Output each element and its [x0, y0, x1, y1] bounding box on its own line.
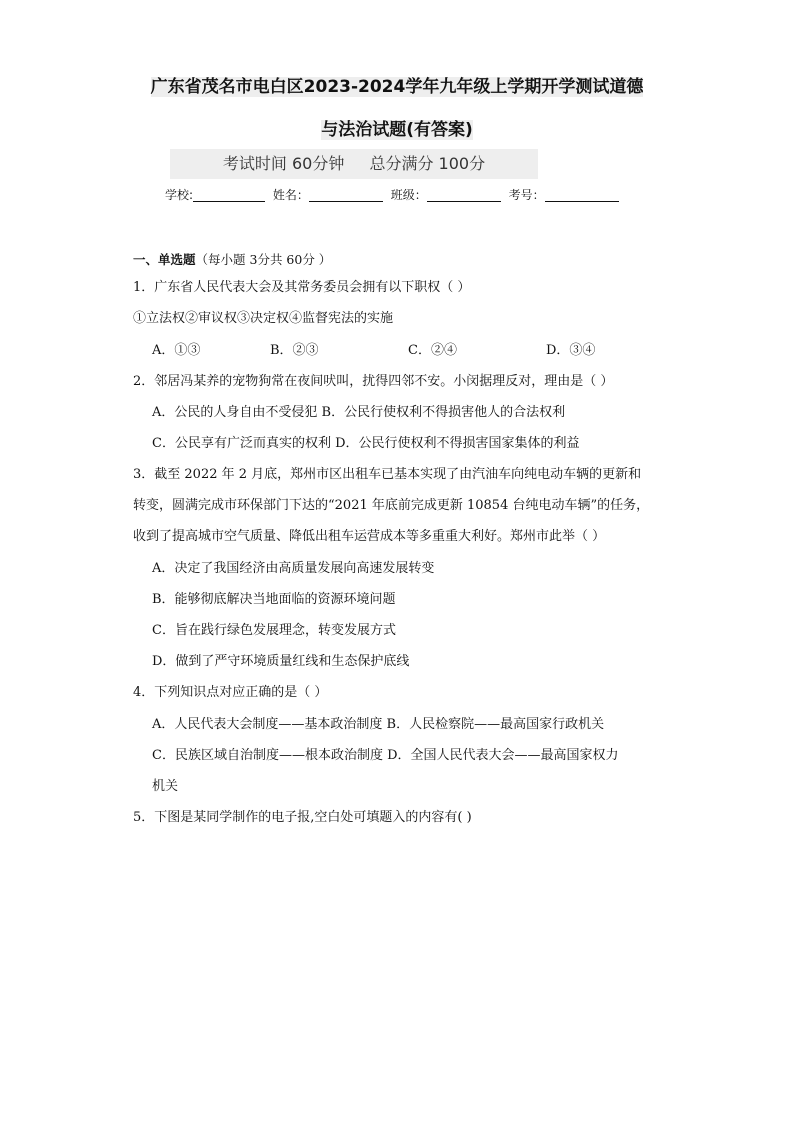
- q4-options-ab[interactable]: A．人民代表大会制度——基本政治制度 B．人民检察院——最高国家行政机关: [152, 717, 605, 732]
- question-1-items: ①立法权②审议权③决定权④监督宪法的实施: [133, 311, 394, 326]
- q3-option-b[interactable]: B．能够彻底解决当地面临的资源环境问题: [152, 592, 396, 607]
- q2-options-cd[interactable]: C．公民享有广泛而真实的权利 D．公民行使权利不得损害国家集体的利益: [152, 436, 580, 451]
- school-label: 学校:: [165, 188, 194, 202]
- exam-time: 考试时间 60分钟: [222, 154, 345, 173]
- question-1-stem: 1．广东省人民代表大会及其常务委员会拥有以下职权（ ）: [133, 280, 471, 295]
- q1-option-c[interactable]: C．②④: [408, 343, 457, 358]
- class-label: 班级：: [390, 188, 427, 202]
- q4-options-cd-cont: 机关: [152, 779, 179, 794]
- exam-no-label: 考号：: [508, 188, 545, 202]
- q3-option-a[interactable]: A．决定了我国经济由高质量发展向高速发展转变: [152, 561, 435, 576]
- question-3-stem-line2: 转变，圆满完成市环保部门下达的“2021 年底前完成更新 10854 台纯电动车辆”的任务，: [133, 498, 650, 513]
- exam-time-score-bar: [170, 149, 538, 179]
- class-blank[interactable]: [427, 187, 501, 202]
- exam-title-line1: 广东省茂名市电白区2023-2024学年九年级上学期开学测试道德: [150, 77, 644, 97]
- q3-option-d[interactable]: D．做到了严守环境质量红线和生态保护底线: [152, 654, 410, 669]
- student-info-row: [165, 186, 623, 203]
- section-header: 一、单选题（每小题 3分共 60分 ）: [133, 252, 332, 267]
- question-3-stem-line3: 收到了提高城市空气质量、降低出租车运营成本等多重重大利好。郑州市此举（ ）: [133, 529, 606, 544]
- question-3-stem-line1: 3．截至 2022 年 2 月底，郑州市区出租车已基本实现了由汽油车向纯电动车辆的更新和: [133, 467, 642, 482]
- exam-no-blank[interactable]: [545, 187, 619, 202]
- question-4-stem: 4．下列知识点对应正确的是（ ）: [133, 685, 328, 700]
- q1-option-d[interactable]: D．③④: [546, 343, 596, 358]
- full-score: 总分满分 100分: [369, 154, 486, 173]
- name-blank[interactable]: [309, 187, 383, 202]
- question-5-stem: 5．下图是某同学制作的电子报,空白处可填题入的内容有( ): [133, 810, 472, 825]
- name-label: 姓名：: [272, 188, 309, 202]
- q3-option-c[interactable]: C．旨在践行绿色发展理念，转变发展方式: [152, 623, 396, 638]
- school-blank[interactable]: [193, 187, 265, 202]
- exam-title-line2: 与法治试题(有答案): [321, 120, 473, 140]
- q4-options-cd[interactable]: C．民族区域自治制度——根本政治制度 D．全国人民代表大会——最高国家权力: [152, 748, 619, 763]
- q2-options-ab[interactable]: A．公民的人身自由不受侵犯 B．公民行使权利不得损害他人的合法权利: [152, 405, 566, 420]
- question-1-options: [152, 339, 595, 358]
- q1-option-b[interactable]: B．②③: [270, 343, 319, 358]
- question-2-stem: 2．邻居冯某养的宠物狗常在夜间吠叫，扰得四邻不安。小闵据理反对，理由是（ ）: [133, 374, 614, 389]
- q1-option-a[interactable]: A．①③: [152, 343, 201, 358]
